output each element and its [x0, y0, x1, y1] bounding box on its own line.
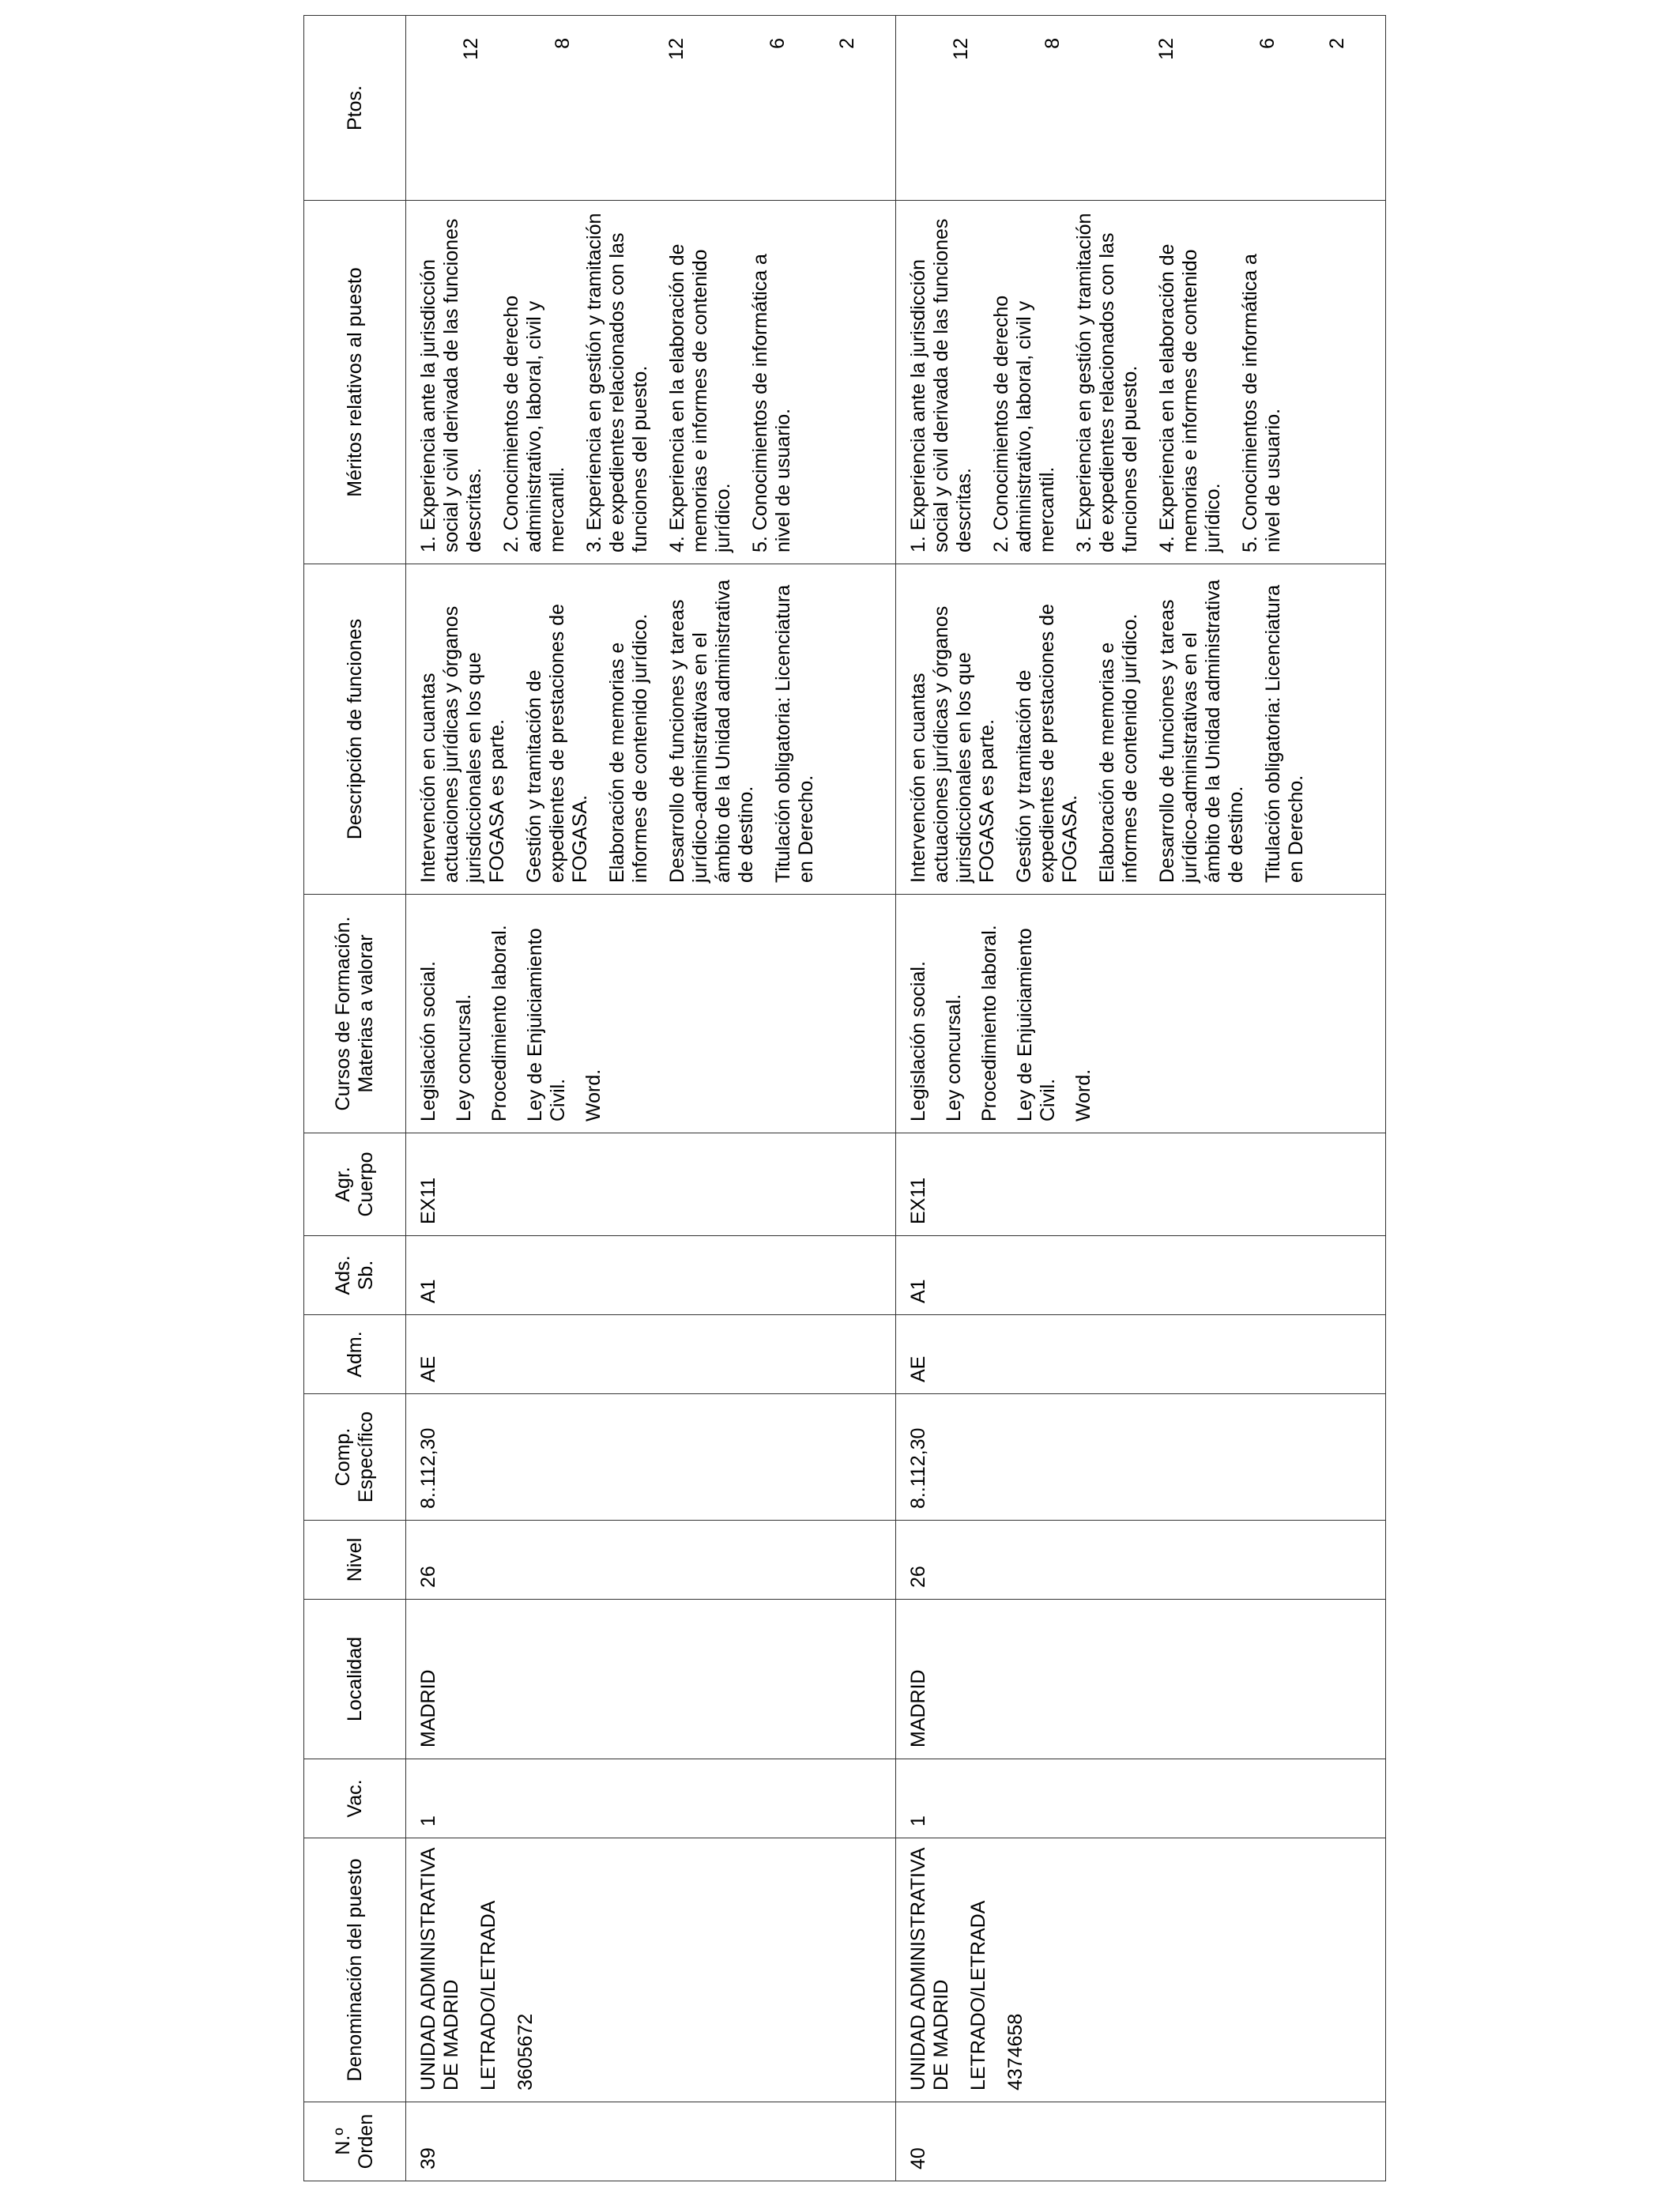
curso-item: Legislación social.: [417, 961, 439, 1122]
pto-value: 12: [665, 38, 687, 60]
table-row: [406, 16, 896, 2181]
cell-descripcion: [406, 564, 896, 895]
descripcion-item: Gestión y tramitación de expedientes de prestaciones de FOGASA.: [523, 603, 591, 883]
curso-item: Ley concursal.: [943, 993, 965, 1122]
cell-cursos: [406, 895, 896, 1133]
cell-ptos: [896, 16, 1386, 201]
descripcion-item: Desarrollo de funciones y tareas jurídico-administrativas en el ámbito de la Unidad administrativa de destino.: [1156, 579, 1247, 883]
header-localidad: Localidad: [304, 1600, 406, 1759]
denominacion-line: UNIDAD ADMINISTRATIVA DE MADRID: [417, 1848, 462, 2090]
header-vac: Vac.: [304, 1759, 406, 1838]
cell-vac: 1: [406, 1759, 896, 1838]
pto-value: 6: [767, 38, 789, 49]
header-cursos: Cursos de Formación. Materias a valorar: [304, 895, 406, 1133]
cell-vac: 1: [896, 1759, 1386, 1838]
denominacion-line: UNIDAD ADMINISTRATIVA DE MADRID: [907, 1848, 952, 2090]
denominacion-line: LETRADO/LETRADA: [477, 1900, 499, 2090]
header-adm: Adm.: [304, 1315, 406, 1394]
merito-item: 1. Experiencia ante la jurisdicción social y civil derivada de las funciones descritas.: [417, 218, 485, 552]
curso-item: Ley de Enjuiciamiento Civil.: [524, 928, 569, 1122]
pto-value: 8: [1042, 38, 1064, 49]
cell-adm: AE: [896, 1315, 1386, 1394]
merito-item: 1. Experiencia ante la jurisdicción social y civil derivada de las funciones descritas.: [907, 218, 975, 552]
header-nivel: Nivel: [304, 1521, 406, 1600]
denominacion-line: LETRADO/LETRADA: [967, 1900, 989, 2090]
cell-denominacion: [896, 1838, 1386, 2102]
rotated-table-page: [303, 16, 1386, 2181]
cell-orden: 40: [896, 2102, 1386, 2181]
merito-item: 2. Conocimientos de derecho administrativo, laboral, civil y mercantil.: [990, 295, 1058, 552]
merito-item: 3. Experiencia en gestión y tramitación de expedientes relacionados con las funciones del puesto.: [1073, 213, 1141, 552]
curso-item: Ley concursal.: [453, 993, 475, 1122]
cell-localidad: MADRID: [406, 1600, 896, 1759]
cell-adm: AE: [406, 1315, 896, 1394]
cell-comp: 8..112,30: [406, 1394, 896, 1521]
pto-value: 12: [1155, 38, 1177, 60]
cell-meritos: [406, 201, 896, 564]
header-descripcion: Descripción de funciones: [304, 564, 406, 895]
curso-item: Ley de Enjuiciamiento Civil.: [1014, 928, 1059, 1122]
cell-orden: 39: [406, 2102, 896, 2181]
curso-item: Word.: [582, 1069, 605, 1122]
cell-nivel: 26: [896, 1521, 1386, 1600]
cell-ads: A1: [406, 1236, 896, 1315]
table-row: [896, 16, 1386, 2181]
descripcion-item: Gestión y tramitación de expedientes de prestaciones de FOGASA.: [1013, 603, 1081, 883]
cell-denominacion: [406, 1838, 896, 2102]
merito-item: 2. Conocimientos de derecho administrativo, laboral, civil y mercantil.: [500, 295, 568, 552]
cell-meritos: [896, 201, 1386, 564]
header-orden: N.º Orden: [304, 2102, 406, 2181]
header-ads: Ads. Sb.: [304, 1236, 406, 1315]
descripcion-item: Elaboración de memorias e informes de contenido jurídico.: [1096, 613, 1141, 883]
pto-value: 12: [460, 38, 482, 60]
header-meritos: Méritos relativos al puesto: [304, 201, 406, 564]
header-row: [304, 16, 406, 2181]
curso-item: Word.: [1072, 1069, 1094, 1122]
descripcion-item: Elaboración de memorias e informes de contenido jurídico.: [606, 613, 651, 883]
descripcion-item: Titulación obligatoria: Licenciatura en Derecho.: [1262, 584, 1307, 883]
curso-item: Legislación social.: [907, 961, 929, 1122]
header-comp: Comp. Específico: [304, 1394, 406, 1521]
descripcion-item: Desarrollo de funciones y tareas jurídico-administrativas en el ámbito de la Unidad administrativa de destino.: [666, 579, 757, 883]
header-denominacion: Denominación del puesto: [304, 1838, 406, 2102]
descripcion-item: Intervención en cuantas actuaciones jurídicas y órganos jurisdiccionales en los que FOGASA es parte.: [417, 605, 508, 883]
cell-ptos: [406, 16, 896, 201]
pto-value: 2: [836, 38, 858, 49]
merito-item: 4. Experiencia en la elaboración de memorias e informes de contenido jurídico.: [1156, 243, 1224, 552]
denominacion-line: 4374658: [1004, 2013, 1026, 2090]
pto-value: 12: [950, 38, 972, 60]
pto-value: 2: [1326, 38, 1348, 49]
cell-agr: EX11: [896, 1133, 1386, 1236]
descripcion-item: Titulación obligatoria: Licenciatura en Derecho.: [772, 584, 817, 883]
cell-comp: 8..112,30: [896, 1394, 1386, 1521]
descripcion-item: Intervención en cuantas actuaciones jurídicas y órganos jurisdiccionales en los que FOGASA es parte.: [907, 605, 998, 883]
denominacion-line: 3605672: [514, 2013, 537, 2090]
vacancies-table: [303, 15, 1386, 2181]
merito-item: 4. Experiencia en la elaboración de memorias e informes de contenido jurídico.: [666, 243, 734, 552]
cell-nivel: 26: [406, 1521, 896, 1600]
header-ptos: Ptos.: [304, 16, 406, 201]
cell-localidad: MADRID: [896, 1600, 1386, 1759]
pto-value: 8: [552, 38, 574, 49]
merito-item: 5. Conocimientos de informática a nivel de usuario.: [749, 254, 794, 552]
cell-ads: A1: [896, 1236, 1386, 1315]
header-agr: Agr. Cuerpo: [304, 1133, 406, 1236]
cell-agr: EX11: [406, 1133, 896, 1236]
cell-cursos: [896, 895, 1386, 1133]
merito-item: 3. Experiencia en gestión y tramitación de expedientes relacionados con las funciones del puesto.: [583, 213, 651, 552]
curso-item: Procedimiento laboral.: [488, 925, 510, 1122]
curso-item: Procedimiento laboral.: [978, 925, 1000, 1122]
merito-item: 5. Conocimientos de informática a nivel de usuario.: [1239, 254, 1284, 552]
pto-value: 6: [1256, 38, 1279, 49]
cell-descripcion: [896, 564, 1386, 895]
